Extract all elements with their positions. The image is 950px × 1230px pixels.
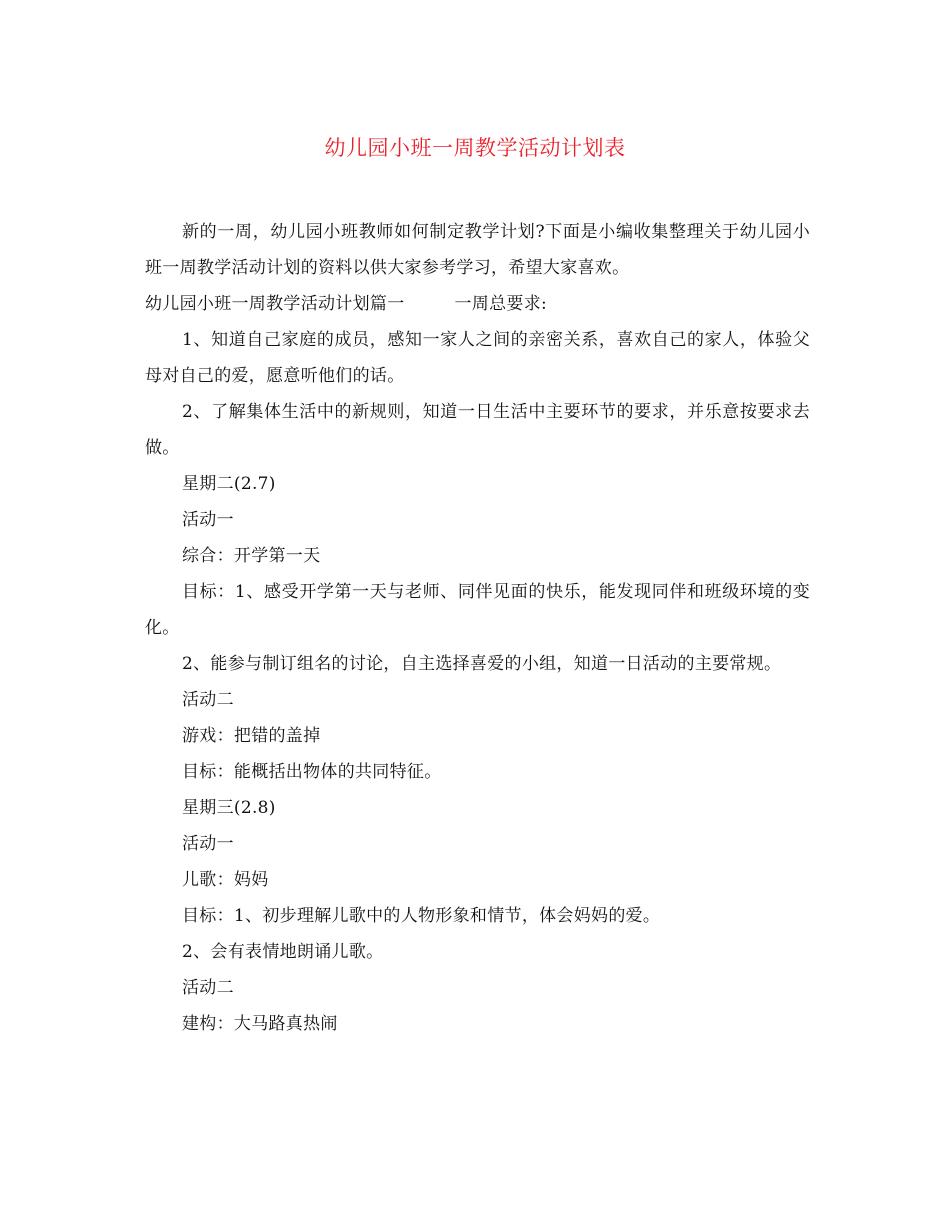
paragraph-activity-2: 活动二 (182, 978, 234, 998)
paragraph-goal: 目标：1、初步理解儿歌中的人物形象和情节，体会妈妈的爱。 (182, 906, 661, 926)
paragraph-activity-1: 活动一 (182, 510, 234, 530)
document-body (145, 214, 810, 1042)
paragraph-day-tuesday: 星期二(2.7) (182, 474, 276, 494)
paragraph-activity-name: 游戏：把错的盖掉 (182, 726, 321, 746)
paragraph-activity-2: 活动二 (182, 690, 234, 710)
paragraph-goal: 目标：能概括出物体的共同特征。 (182, 762, 442, 782)
paragraph-activity-1: 活动一 (182, 834, 234, 854)
paragraph-goal-2: 2、能参与制订组名的讨论，自主选择喜爱的小组，知道一日活动的主要常规。 (182, 654, 782, 674)
paragraph-section-heading (145, 286, 810, 322)
paragraph-activity-name: 建构：大马路真热闹 (182, 1014, 338, 1034)
section-subtitle: 一周总要求: (454, 294, 548, 314)
document-title: 幼儿园小班一周教学活动计划表 (324, 136, 626, 160)
paragraph-activity-name: 儿歌：妈妈 (182, 870, 269, 890)
paragraph-goal-2: 2、会有表情地朗诵儿歌。 (182, 942, 384, 962)
paragraph-activity-name: 综合：开学第一天 (182, 546, 321, 566)
paragraph-day-wednesday: 星期三(2.8) (182, 798, 276, 818)
section-title: 幼儿园小班一周教学活动计划篇一 (145, 294, 405, 314)
paragraph-intro: 新的一周，幼儿园小班教师如何制定教学计划?下面是小编收集整理关于幼儿园小班一周教学活动计划的资料以供大家参考学习，希望大家喜欢。 (145, 222, 810, 278)
paragraph-requirement-2: 2、了解集体生活中的新规则，知道一日生活中主要环节的要求，并乐意按要求去做。 (145, 402, 810, 458)
paragraph-requirement-1: 1、知道自己家庭的成员，感知一家人之间的亲密关系，喜欢自己的家人，体验父母对自己的爱，愿意听他们的话。 (145, 330, 810, 386)
paragraph-goal: 目标：1、感受开学第一天与老师、同伴见面的快乐，能发现同伴和班级环境的变化。 (145, 582, 810, 638)
